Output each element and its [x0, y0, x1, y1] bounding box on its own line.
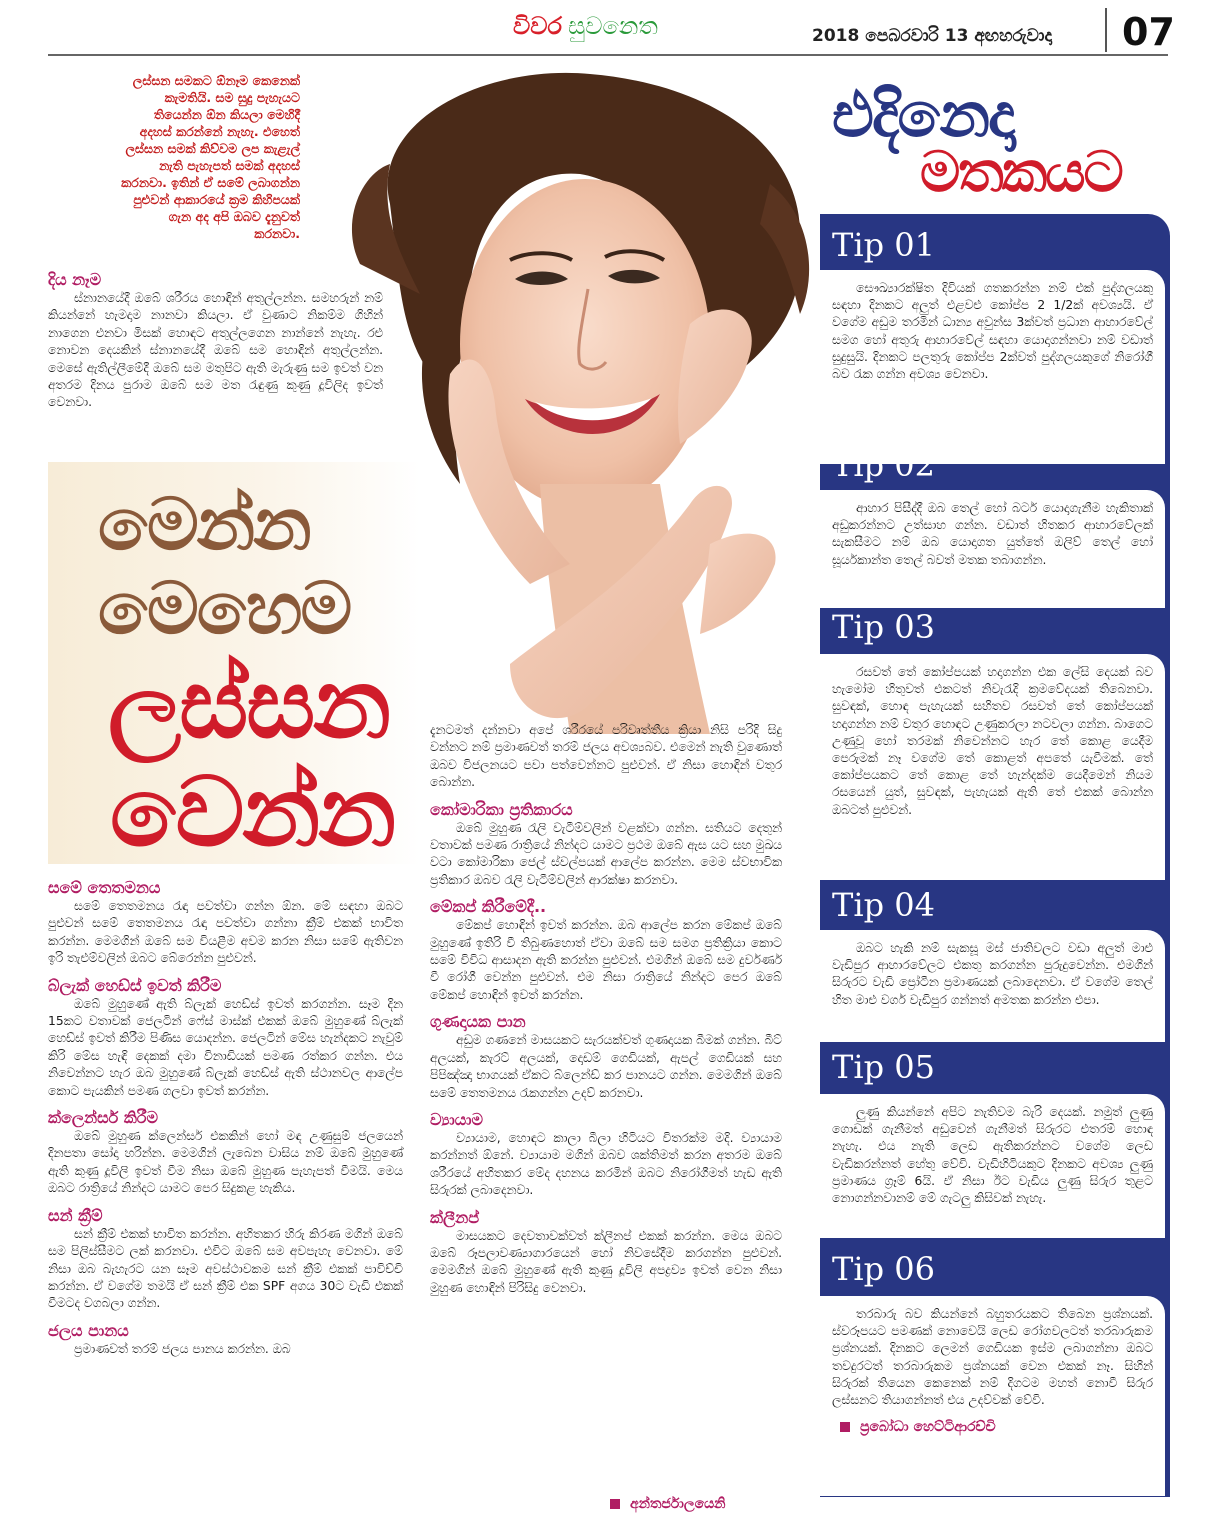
section-body: ස්නානයේදී ඔබේ ශරීරය හොඳින් අතුල්ලන්න. සමහරුන් නම් කියන්නේ හැමදාම නානවා කියලා. ඒ වුණාට නිකම්ම ගිහින් නාගෙන එනවා මිසක් හොඳට අතුල්ලගෙන නාන්නේ නැහැ. රළු නොවන දෙයකින් ස්නානයේදී ඔබේ සම හොඳින් අතුල්ලන්න. මෙසේ ඇතිල්ලීමේදී ඔබේ සම මතුපිට ඇති මැරුණු සම ඉවත් වන අතරම දිනය පුරාම ඔබේ සම මත රැඳුණු කුණු දූවිලිද ඉවත් වෙනවා.: [48, 291, 383, 410]
section-makeup: [430, 897, 782, 1004]
author-right: [832, 1419, 1153, 1435]
page-divider: [1105, 8, 1107, 52]
tip-01-text: සෞඛ්‍යාරක්ෂිත දිවියක් ගතකරන්න නම් එක් පුද්ගලයකු සඳහා දිනකට අලුත් එළවළු කෝප්ප 2 1/2ක් අවශ්‍යයි. ඒ වගේම අඩුම තරමින් ධාන්‍ය අවුන්ස 3ක්වත් ප්‍රධාන ආහාරවේල් සමග හෝ අතුරු ආහාරවේල් සඳහා යොදාගන්නවා නම් වඩාත් සුදුසුයි. දිනකට පලතුරු කෝප්ප 2ක්වත් පුද්ගලයකුගේ නිරෝගී බව රැක ගන්න අවශ්‍ය වෙනවා.: [832, 281, 1153, 382]
section-aloe: [430, 800, 782, 890]
tip-06-label: Tip 06: [832, 1250, 935, 1288]
tip-05-label: Tip 05: [832, 1048, 935, 1086]
headline-line4: වෙන්න: [110, 756, 395, 868]
headline-line1: මෙන්න: [98, 482, 310, 566]
section-title: ජලය පානය: [48, 1320, 129, 1340]
panel-title-line1: එදිනෙදා: [832, 78, 1014, 151]
tip-02-box: [820, 490, 1165, 608]
masthead: [0, 0, 1217, 56]
section-title: මේකප් කිරීමේදී..: [430, 897, 547, 917]
water-continued: දැනටමත් දන්නවා අපේ ශරීරයේ පරිවෘත්තීය ක්‍රියා නිසි පරිදි සිදු වන්නට නම් ප්‍රමාණවත් තරම් ජලය අවශ්‍යබව. එමෙන් නැති වුණොත් ඔබව විජලනයට පවා පත්වෙන්නට පුළුවන්. ඒ නිසා හොඳින් වතුර බොන්න.: [430, 723, 782, 790]
tip-06-text: තරබාරු බව කියන්නේ බහුතරයකට තිබෙන ප්‍රශ්නයක්. ස්වරූපයට පමණක් නොවෙයි ලෙඩ රෝගවලටත් තරබාරුකම ප්‍රශ්නයක්. දිනකට ලෙමන් ගෙඩියක ඉස්ම ලබාගන්නා ඔබට තවදුරටත් තරබාරුකම ප්‍රශ්නයක් වෙන එකක් නෑ. සිහින් සිරුරක් තියෙන කෙනෙක් නම් දිගටම මහත් නොවී සිරුර ලස්සනට තියාගන්නත් එය උදව්වක් වේවි.: [832, 1307, 1153, 1408]
brand-part2: සුවනෙත: [568, 12, 658, 40]
tip-06-box: [820, 1296, 1165, 1496]
section-body: මාසයකට දෙවතාවක්වත් ක්ලීනප් එකක් කරන්න. මෙය ඔබට ඔබේ රූපලාවණ්‍යාගාරයෙන් හෝ නිවසේදීම කරගන්න පුළුවන්. මෙමගින් ඔබේ මුහුණේ ඇති කුණු දූවිලි අපද්‍රව්‍ය ඉවත් වෙන නිසා මුහුණ හොඳින් පිරිසිදු වෙනවා.: [430, 1228, 782, 1295]
section-body: ඔබේ මුහුණ රැලි වැටීම්වලින් වළක්වා ගන්න. සතියට දෙතුන් වතාවක් පමණ රාත්‍රියේ නින්දට යාමට ප්‍රථම ඔබේ ඇස යට සහ මුඛය වටා කෝමාරිකා ජෙල් ස්වල්පයක් ආලේප කරන්න. මෙම ස්වභාවික ප්‍රතිකාර ඔබව රැලි වැටීම්වලින් ආරක්ෂා කරනවා.: [430, 820, 782, 887]
section-title: සන් ක්‍රීම්: [48, 1205, 103, 1225]
tip-01-box: [820, 270, 1165, 464]
section-title: දිය නෑම: [48, 270, 102, 289]
tip-04-label: Tip 04: [832, 886, 935, 924]
section-title: බ්ලැක් හෙඩ්ස් ඉවත් කිරීම: [48, 975, 222, 995]
tip-01-label: Tip 01: [832, 226, 935, 264]
tip-02-label: Tip 02: [832, 446, 935, 484]
section-exercise: [430, 1110, 782, 1200]
section-water: [48, 1321, 403, 1358]
section-title: ක්ලීනප්: [430, 1207, 480, 1227]
intro-text: ලස්සන සමකට ඕනෑම කෙනෙක් කැමතියි. සම සුදු පැහැයට තියෙන්න ඕන කියලා මෙහිදී අදහස් කරන්නේ නැහැ. එහෙත් ලස්සන සමක් කිව්වම ලප කැළැල් නැති පැහැපත් සමක් අදහස් කරනවා. ඉතින් ඒ සමේ ලබාගන්න පුළුවන් ආකාරයේ ක්‍රම කිහිපයක් ගැන අද අපි ඔබව දැනුවත් කරනවා.: [121, 73, 300, 241]
headline-line3: ලස්සන: [108, 648, 390, 760]
author-name: අන්තර්ජාලයෙනි: [630, 1496, 726, 1512]
section-body: අඩුම ගණනේ මාසයකට සැරයක්වත් ගුණදායක බීමක් ගන්න. බීට් අලයක්, කැරට් අලයක්, දොඩම් ගෙඩියක්, ඇපල් ගෙඩියක් සහ පිපිඤ්ඤා භාගයක් ඒකට බ්ලෙන්ඩ් කර පානයට ගන්න. මෙමගින් ඔබේ සමේ තෙතමනය රැකගන්න උදව් කරනවා.: [430, 1033, 782, 1100]
middle-column: [430, 722, 782, 1297]
brand-part1: විවර: [513, 12, 563, 40]
tip-05-text: ලුණු කියන්නේ අපිට නැතිවම බැරි දෙයක්. නමුත් ලුණු ගොඩක් ගැනීමත් අඩුවෙන් ගැනීමත් සිරුරට එතරම් හොඳ නැහැ. එය නැති ලෙඩ ඇතිකරන්නට වගේම ලෙඩ වැඩිකරන්නත් හේතු වේවි. වැඩිහිටියකුට දිනකට අවශ්‍ය ලුණු ප්‍රමාණය ග්‍රෑම් 6යි. ඒ නිසා ඊට වැඩිය ලුණු සිරුර තුළට නොගන්නවානම් මේ ගැටලු කිසිවක් නැහැ.: [832, 1105, 1153, 1206]
brand-logo: [513, 12, 658, 40]
page-number: 07: [1122, 10, 1175, 54]
section-body: සමේ තෙතමනය රැඳා පවත්වා ගන්න ඕන. මේ සඳහා ඔබට පුළුවන් සමේ තෙතමනය රැඳා පවත්වා ගන්නා ක්‍රීම් එකක් භාවිත කරන්න. මෙමගින් ඔබේ සම වියළීම අවම කරන නිසා සමේ ඇතිවන ඉරි තැළුම්වලින් ඔබට බේරෙන්න පුළුවන්.: [48, 899, 403, 966]
section-title: කෝමාරිකා ප්‍රතිකාරය: [430, 799, 573, 819]
bullet-square-icon: [610, 1499, 620, 1509]
section-title: සමේ තෙතමනය: [48, 878, 161, 897]
tip-03-text: රසවත් තේ කෝප්පයක් හදාගන්න එක ලේසි දෙයක් බව හැමෝම හිතුවත් එකටත් නිවැරැදි ක්‍රමවේදයක් තිබෙනවා. සුවඳක්, හොඳ පැහැයක් සහිතව රසවත් තේ කෝප්පයක් හදාගන්න නම් වතුර හොඳට උණුකරලා නටවලා ගන්න. බාගෙට උණුවූ හෝ තරමක් නිවෙන්නට හැර තේ කොළ යෙදීම පෙරුමක් නෑ වගේම තේ කොළත් අපතේ යැවීමක්. තේ කෝප්පයකට තේ කොළ තේ හැන්දක්ම යෙදීමෙන් නියම රසයෙන් යුත්, සුවඳක්, පැහැයක් ඇති තේ එකක් බොන්න ඔබටත් පුළුවන්.: [832, 665, 1153, 817]
issue-date: 2018 පෙබරවාරි 13 අඟහරුවාදා: [812, 26, 1053, 46]
section-moisture: [48, 878, 403, 968]
section-blackheads: [48, 976, 403, 1100]
section-title: ගුණදායක පාන: [430, 1012, 526, 1032]
headline-line2: මෙහෙම: [98, 566, 351, 650]
section-body: ප්‍රමාණවත් තරම් ජලය පානය කරන්න. ඔබ: [74, 1341, 291, 1356]
section-drink: [430, 1012, 782, 1102]
tip-03-box: [820, 654, 1165, 880]
section-body: ඔබේ මුහුණේ ඇති බ්ලැක් හෙඩ්ස් ඉවත් කරගන්න. සෑම දින 15කට වතාවක් ජෙලටින් ෆේස් මාස්ක් එකක් ඔබේ මුහුණේ බ්ලැක් හෙඩ්ස් ඉවත් කිරීම පිණිස යොදන්න. ජෙලටින් මේස හැන්දකට නැවුම් කිරි මේස හැඳි දෙකක් දමා විනාඩියක් පමණ රත්කර ගන්න. එය නිවෙන්නට හැර ඔබ මුහුණේ බ්ලැක් හෙඩ්ස් ඇති ස්ථානවල ආලේප කොට පැයකින් පමණ ගලවා ඉවත් කරන්න.: [48, 996, 403, 1098]
header-rule: [48, 54, 1168, 56]
tip-04-box: [820, 930, 1165, 1042]
section-body: ඔබේ මුහුණ ක්ලෙන්සර් එකකින් හෝ මඳ උණුසුම් ජලයෙන් දිනපතා සෝදා හරින්න. මෙමගින් ලැබෙන වාසිය නම් ඔබේ මුහුණේ ඇති කුණු දූවිලි ඉවත් වීම නිසා ඔබේ මුහුණ පැහැපත් වීමයි. මෙය ඔබට රාත්‍රියේ නින්දට යාමට පෙර සිදුකළ හැකිය.: [48, 1129, 403, 1196]
headline-block: [48, 462, 420, 868]
tip-02-text: ආහාර පිසීද්දී ඔබ තෙල් හෝ බටර් යොදාගැනීම හැකිතාක් අඩුකරන්නට උත්සාහ ගන්න. වඩාත් හිතකර ආහාරවේලක් සැකසීමට නම් ඔබ යොදාගත යුත්තේ ඔලිව් තෙල් හෝ සූර්යකාන්ත තෙල් බවත් මතක තබාගන්න.: [832, 501, 1153, 567]
bullet-square-icon: [840, 1422, 850, 1432]
author-left: [610, 1496, 726, 1512]
author-name: ප්‍රබෝධා හෙට්ටිආරච්චි: [860, 1419, 996, 1436]
section-bathing: [48, 270, 383, 412]
tip-03-label: Tip 03: [832, 608, 935, 646]
section-cleanser: [48, 1108, 403, 1198]
section-body: සන් ක්‍රීම් එකක් භාවිත කරන්න. අහිතකර හිරු කිරණ මගින් ඔබේ සම පිලිස්සීමට ලක් කරනවා. එවිට ඔබේ සම අවපැහැ වෙනවා. මේ නිසා ඔබ බැහැරට යන සෑම අවස්ථාවකම සන් ක්‍රීම් එකක් පාවිච්චි කරන්න. ඒ වගේම තමයි ඒ සන් ක්‍රීම් එක SPF අගය 30ට වැඩි එකක් වීමටද වගබලා ගන්න.: [48, 1226, 403, 1311]
section-body: ව්‍යායාම, හොඳට කාලා බීලා හිටියට විතරක්ම මදි. ව්‍යායාම කරන්නත් ඕනේ. ව්‍යායාම මගින් ඔබව ශක්තිමත් කරන අතරම ඔබේ ශරීරයේ අහිතකර මේද දහනය කරමින් ඔබට නිරෝගීමත් හැඩ ඇති සිරුරක් ලබාදෙනවා.: [430, 1130, 782, 1198]
section-suncream: [48, 1206, 403, 1313]
tip-05-box: [820, 1094, 1165, 1238]
left-column: [48, 878, 403, 1358]
section-cleanup: [430, 1208, 782, 1298]
section-body: මේකප් හොඳින් ඉවත් කරන්න. ඔබ ආලේප කරන මේකප් ඔබේ මුහුණේ ඉතිරි වී තිබුණහොත් ඒවා ඔබේ සම සමග ප්‍රතික්‍රියා කොට සමේ විවිධ ආසාදන ඇති කරන්න පුළුවන්. එමගින් ඔබේ සම දුර්වර්ණ වී රෝගී වෙන්න පුළුවන්. එම නිසා රාත්‍රියේ නින්දට පෙර ඔබේ මේකප් හොඳින් ඉවත් කරන්න.: [430, 918, 782, 1002]
panel-title-line2: මතකයට: [920, 140, 1122, 205]
section-title: ක්ලෙන්සර් කිරීම: [48, 1108, 158, 1128]
tip-04-text: ඔබට හැකි නම් සැකසූ මස් ජාතිවලට වඩා අලුත් මාළු වැඩිපුර ආහාරවේලට එකතු කරගන්න පුරුදුවෙන්න. එමගින් සිරුරට වැඩි ප්‍රෝටීන ප්‍රමාණයක් ලබාදෙනවා. ඒ වගේම තෙල් හිත මාළු වර්ග වැඩිපුර ගන්නත් අමතක කරන්න එපා.: [832, 941, 1153, 1007]
section-title: ව්‍යායාම: [430, 1109, 483, 1129]
